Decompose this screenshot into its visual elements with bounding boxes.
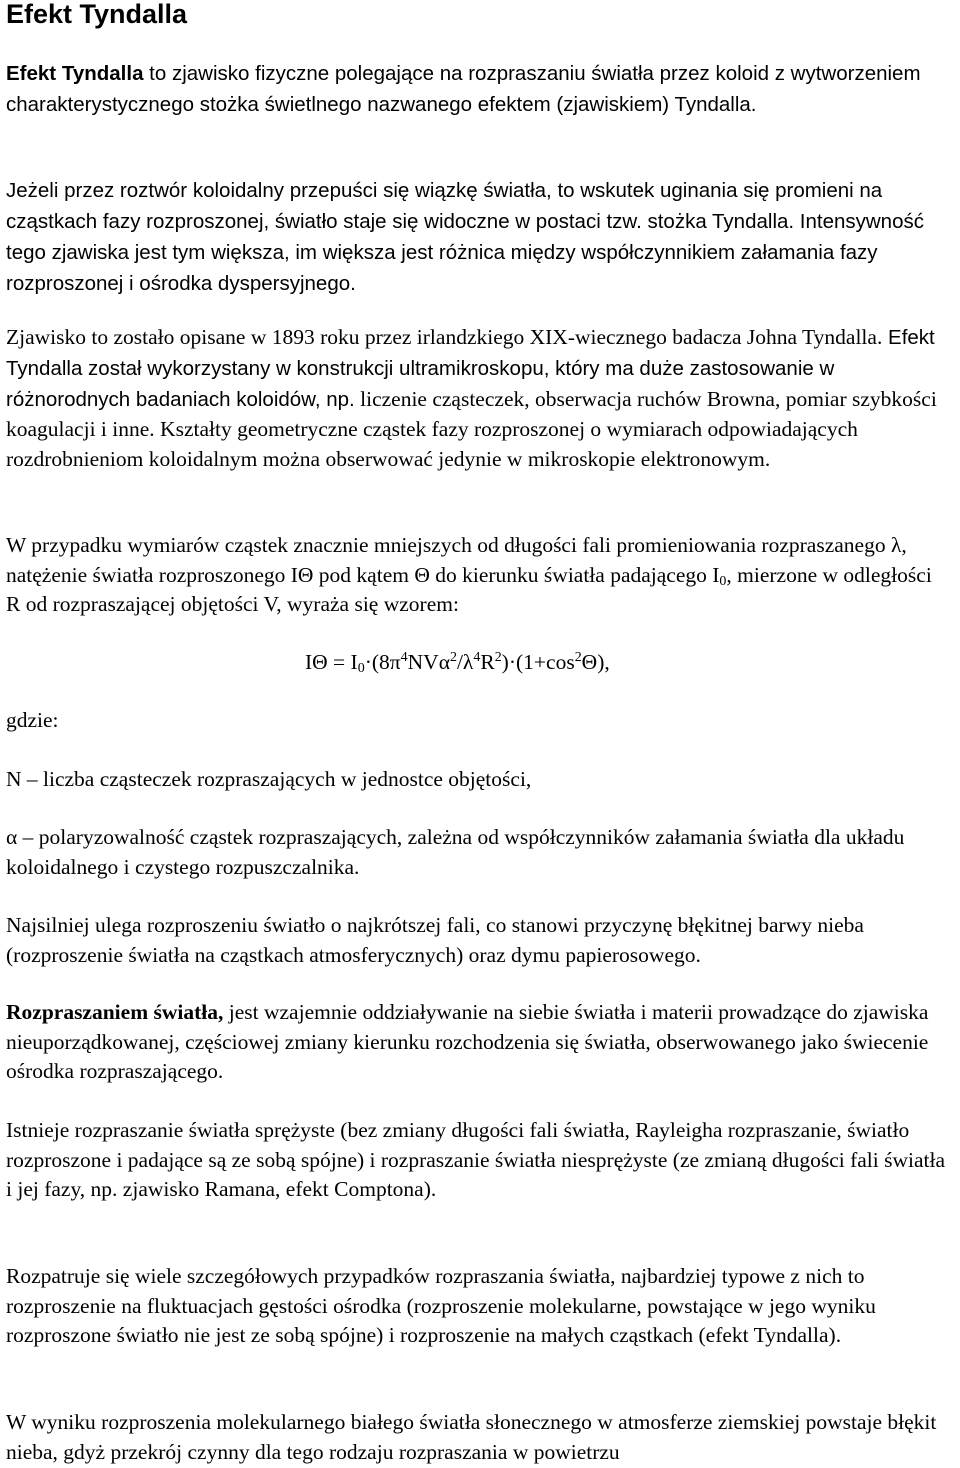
page-title: Efekt Tyndalla [6, 0, 188, 29]
formula-part: )·(1+cos [501, 650, 575, 674]
paragraph-tyndall-cone: Jeżeli przez roztwór koloidalny przepuści się wiązkę światła, to wskutek uginania się promieni na cząstkach fazy rozproszonej, światło staje się widoczne w postaci tzw. stożka Tyndalla. Intensywność tego zjawiska jest tym większa, im większa jest różnica między współczynnikiem załamania fazy rozproszonej i ośrodka dyspersyjnego. [6, 179, 924, 295]
paragraph-elastic-inelastic: Istnieje rozpraszanie światła sprężyste (bez zmiany długości fali światła, Rayleigha rozpraszanie, światło rozproszone i padające są ze sobą spójne) i rozpraszanie światła niesprężyste (ze zmianą długości fali światła i jej fazy, np. zjawisko Ramana, efekt Comptona). [6, 1118, 946, 1201]
paragraph-cases: Rozpatruje się wiele szczegółowych przypadków rozpraszania światła, najbardziej typowe z nich to rozproszenie na fluktuacjach gęstości ośrodka (rozproszenie molekularne, powstające w jego wyniku rozproszone światło nie jest ze sobą spójne) i rozproszenie na małych cząstkach (efekt Tyndalla). [6, 1264, 876, 1347]
formula-part: ·(8π [364, 650, 401, 674]
formula-superscript: 2 [449, 649, 457, 665]
formula-part: IΘ = I [305, 650, 358, 674]
scattering-text: jest wzajemnie oddziaływanie na siebie światła i materii prowadzące do zjawiska nieuporządkowanej, częściowej zmiany kierunku rozchodzenia się światła, obserwowanego jako świecenie ośrodka rozpraszającego. [6, 1000, 929, 1083]
applications-sentence: liczenie cząsteczek, obserwacja ruchów Browna, pomiar szybkości koagulacji i inne. [6, 387, 937, 441]
where-label: gdzie: [6, 708, 59, 732]
paragraph-scattering-definition [6, 998, 951, 1087]
formula-superscript: 4 [473, 649, 481, 665]
scattering-term: Rozpraszaniem światła, [6, 1000, 224, 1024]
formula-part: NVα [407, 650, 450, 674]
history-sentence: Zjawisko to zostało opisane w 1893 roku przez irlandzkiego XIX-wiecznego badacza Johna Tyndalla. [6, 325, 883, 349]
definition-n: N – liczba cząsteczek rozpraszających w jednostce objętości, [6, 767, 532, 791]
definition-text: to zjawisko fizyczne polegające na rozpraszaniu światła przez koloid z wytworzeniem charakterystycznego stożka świetlnego nazwanego efektem (zjawiskiem) Tyndalla. [6, 62, 921, 116]
formula-superscript: 2 [574, 649, 582, 665]
paragraph-molecular-scattering: W wyniku rozproszenia molekularnego białego światła słonecznego w atmosferze ziemskiej powstaje błękit nieba, gdyż przekrój czynny dla tego rodzaju rozpraszania w powietrzu [6, 1410, 937, 1464]
paragraph-blue-sky: Najsilniej ulega rozproszeniu światło o najkrótszej fali, co stanowi przyczynę błękitnej barwy nieba (rozproszenie światła na cząstkach atmosferycznych) oraz dymu papierosowego. [6, 913, 864, 967]
rayleigh-formula [305, 648, 610, 677]
formula-subscript: 0 [357, 661, 365, 677]
formula-part: Θ), [581, 650, 610, 674]
ultramicroscope-sentence: Efekt Tyndalla został wykorzystany w konstrukcji ultramikroskopu, który ma duże zastosowanie w różnorodnych badaniach koloidów, np. [6, 326, 935, 411]
intensity-intro-subscript: 0 [719, 573, 727, 589]
formula-part: R [480, 650, 495, 674]
formula-superscript: 4 [400, 649, 408, 665]
definition-alpha: α – polaryzowalność cząstek rozpraszających, zależna od współczynników załamania światła dla układu koloidalnego i czystego rozpuszczalnika. [6, 825, 905, 879]
paragraph-definition [6, 58, 951, 120]
paragraph-intensity-intro [6, 531, 951, 620]
intensity-intro-text: W przypadku wymiarów cząstek znacznie mniejszych od długości fali promieniowania rozpraszanego λ, natężenie światła rozproszonego IΘ pod kątem Θ do kierunku światła padającego I [6, 533, 907, 587]
particle-shapes-sentence: Kształty geometryczne cząstek fazy rozproszonej o wymiarach odpowiadających rozdrobnieniom koloidalnym można obserwować jedynie w mikroskopie elektronowym. [6, 417, 858, 471]
formula-superscript: 2 [494, 649, 502, 665]
intensity-intro-text-end: , mierzone w odległości R od rozpraszającej objętości V, wyraża się wzorem: [6, 562, 932, 616]
definition-term: Efekt Tyndalla [6, 62, 144, 85]
paragraph-history [6, 322, 951, 474]
formula-part: /λ [456, 650, 474, 674]
